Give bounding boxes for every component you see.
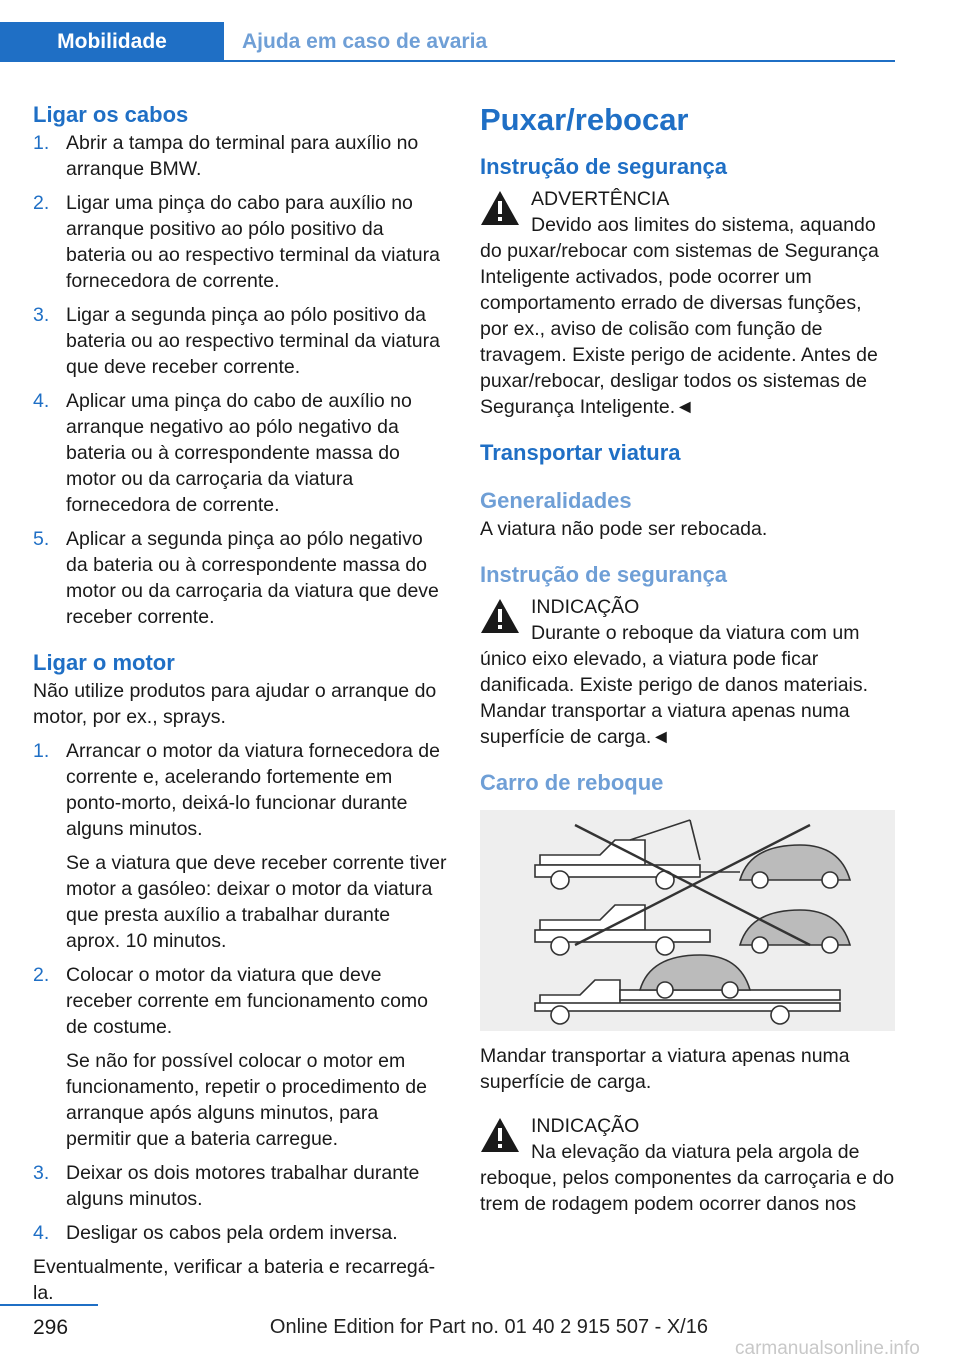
- tow-caption: Mandar transportar a viatura apenas numa superfície de carga.: [480, 1045, 850, 1093]
- footer-divider: [0, 1304, 98, 1306]
- notice-text-2: Na elevação da viatura pela argola de reboque, pelos componentes da carroçaria e do trem de rodagem podem ocorrer danos nos: [480, 1141, 895, 1215]
- right-column: [480, 100, 895, 1217]
- step-note: Se a viatura que deve receber corrente tiver motor a gasóleo: deixar o motor da viatura que presta auxílio a trabalhar durante aprox. 10 minutos.: [66, 852, 447, 952]
- list-item: [33, 190, 448, 294]
- engine-outro-text: Eventualmente, verificar a bateria e recarregá-la.: [33, 1256, 436, 1304]
- cable-steps-list: [33, 130, 448, 630]
- transport-title: Transportar viatura: [480, 440, 681, 465]
- warning-triangle-icon: [480, 190, 520, 226]
- step-text: Aplicar uma pinça do cabo de auxílio no arranque negativo ao pólo negativo da bateria ou à correspondente massa do motor ou da carroçaria da viatura fornecedora de corrente.: [66, 390, 412, 516]
- warning-block: [480, 186, 895, 420]
- list-item: [33, 738, 448, 954]
- general-text: A viatura não pode ser rebocada.: [480, 518, 768, 540]
- step-text: Ligar uma pinça do cabo para auxílio no arranque positivo ao pólo positivo da bateria ou ao respectivo terminal da viatura fornecedora de corrente.: [66, 192, 440, 292]
- page-header: [0, 0, 895, 62]
- list-item: [33, 302, 448, 380]
- warning-triangle-icon: [480, 598, 520, 634]
- watermark: carmanualsonline.info: [735, 1338, 920, 1359]
- tow-title: Carro de reboque: [480, 770, 664, 795]
- list-item: [33, 1220, 448, 1246]
- step-number: 2.: [33, 964, 50, 986]
- step-number: 1.: [33, 132, 50, 154]
- step-number: 5.: [33, 528, 50, 550]
- header-divider: [224, 60, 895, 62]
- general-title: Generalidades: [480, 488, 632, 513]
- step-text: Arrancar o motor da viatura fornecedora de corrente e, acelerando fortemente em ponto-morto, deixá-lo funcionar durante alguns minutos.: [66, 740, 440, 840]
- step-number: 1.: [33, 740, 50, 762]
- left-column: [33, 100, 448, 1306]
- list-item: [33, 130, 448, 182]
- notice-block-2: [480, 1113, 895, 1217]
- engine-intro-text: Não utilize produtos para ajudar o arranque do motor, por ex., sprays.: [33, 680, 437, 728]
- section-title-ligar-o-motor: Ligar o motor: [33, 650, 175, 675]
- list-item: [33, 1160, 448, 1212]
- warning-triangle-icon: [480, 1117, 520, 1153]
- engine-steps-list: [33, 738, 448, 1246]
- edition-footer: Online Edition for Part no. 01 40 2 915 507 - X/16: [269, 1316, 708, 1338]
- list-item: [33, 526, 448, 630]
- step-number: 3.: [33, 304, 50, 326]
- tow-truck-drawing: [480, 810, 895, 1031]
- step-text: Ligar a segunda pinça ao pólo positivo da bateria ou ao respectivo terminal da viatura que deve receber corrente.: [66, 304, 440, 378]
- safety-title-2: Instrução de segurança: [480, 562, 727, 587]
- tow-truck-illustration: [480, 810, 895, 1031]
- tab-mobilidade: Mobilidade: [0, 22, 224, 62]
- main-title-puxar-rebocar: Puxar/rebocar: [480, 102, 689, 137]
- step-text: Deixar os dois motores trabalhar durante alguns minutos.: [66, 1162, 420, 1210]
- warning-text: Devido aos limites do sistema, aquando do puxar/rebocar com sistemas de Segurança Inteligente activados, pode ocorrer um comportamento errado de diversas funções, por ex., aviso de colisão com função de travagem. Existe perigo de acidente. Antes de puxar/rebocar, desligar todos os sistemas de Segurança Inteligente.◄: [480, 214, 879, 418]
- step-text: Desligar os cabos pela ordem inversa.: [66, 1222, 398, 1244]
- notice-text: Durante o reboque da viatura com um único eixo elevado, a viatura pode ficar danificada. Existe perigo de danos materiais. Mandar transportar a viatura apenas numa superfície de carga.◄: [480, 622, 869, 748]
- step-text: Abrir a tampa do terminal para auxílio no arranque BMW.: [66, 132, 419, 180]
- step-number: 4.: [33, 1222, 50, 1244]
- list-item: [33, 962, 448, 1152]
- safety-title: Instrução de segurança: [480, 154, 727, 179]
- step-text: Colocar o motor da viatura que deve receber corrente em funcionamento como de costume.: [66, 964, 429, 1038]
- section-title-ligar-os-cabos: Ligar os cabos: [33, 102, 189, 127]
- notice-block: [480, 594, 895, 750]
- step-number: 2.: [33, 192, 50, 214]
- step-number: 4.: [33, 390, 50, 412]
- step-number: 3.: [33, 1162, 50, 1184]
- tab-ajuda-em-caso-de-avaria: Ajuda em caso de avaria: [242, 30, 488, 53]
- page-number: 296: [33, 1316, 69, 1339]
- notice-label: INDICAÇÃO: [531, 596, 640, 618]
- list-item: [33, 388, 448, 518]
- step-text: Aplicar a segunda pinça ao pólo negativo da bateria ou à correspondente massa do motor ou da carroçaria da viatura que deve receber corrente.: [66, 528, 439, 628]
- step-note: Se não for possível colocar o motor em funcionamento, repetir o procedimento de arranque após alguns minutos, para permitir que a bateria carregue.: [66, 1050, 427, 1150]
- notice-label-2: INDICAÇÃO: [531, 1115, 640, 1137]
- warning-label: ADVERTÊNCIA: [531, 188, 670, 210]
